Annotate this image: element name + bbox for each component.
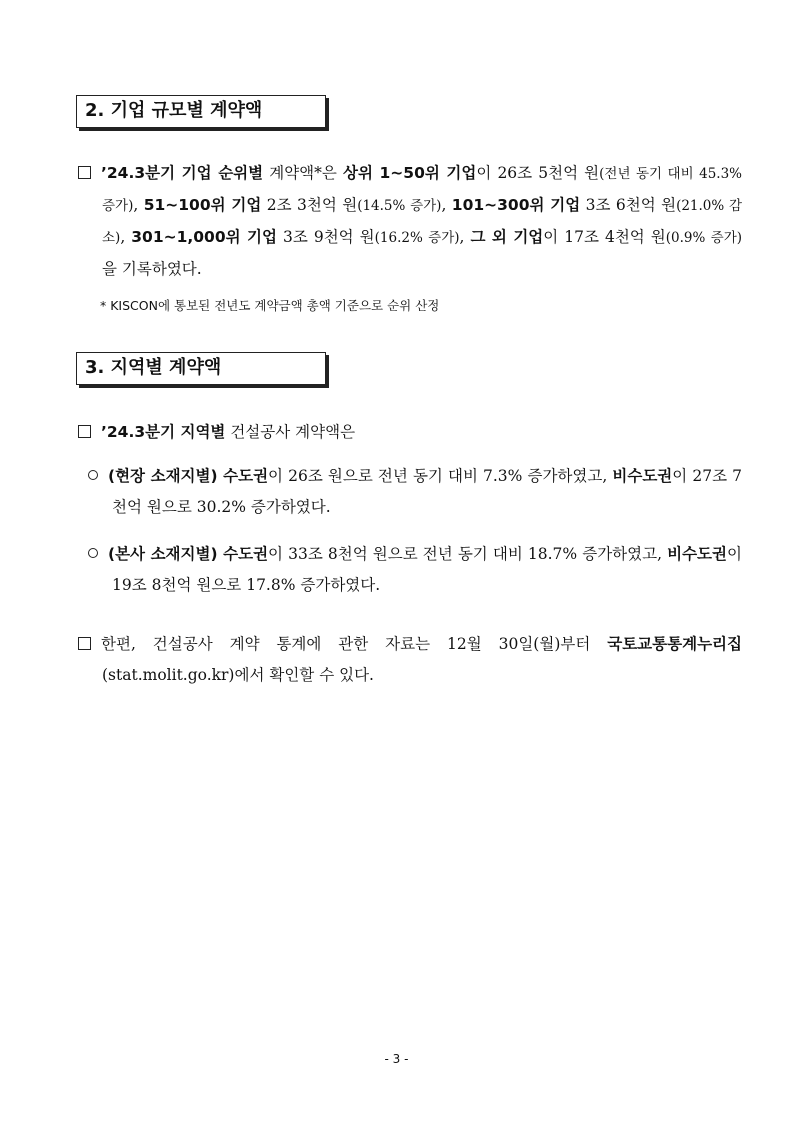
p-text: (stat.molit.go.kr)에서 확인할 수 있다. — [102, 666, 374, 684]
p-bold: 101~300위 기업 — [451, 196, 581, 214]
p-text: 이 26조 원으로 전년 동기 대비 7.3% 증가하였고, — [268, 467, 613, 485]
p-bold: 비수도권 — [612, 467, 673, 485]
p-small: (16.2% 증가) — [374, 230, 460, 246]
square-bullet-icon — [78, 166, 91, 179]
p-text: 한편, 건설공사 계약 통계에 관한 자료는 12월 30일(월)부터 — [101, 635, 608, 653]
p-bold: 301~1,000위 기업 — [131, 228, 278, 246]
p-bold: 국토교통통계누리집 — [607, 635, 742, 653]
p-bold: (현장 소재지별) 수도권 — [108, 467, 269, 485]
bullet-hq-location — [88, 539, 742, 601]
section-3-heading: 3. 지역별 계약액 — [76, 352, 326, 385]
p-text: 건설공사 계약액은 — [225, 423, 356, 441]
p-text: 2조 3천억 원 — [261, 196, 358, 214]
footnote: * KISCON에 통보된 전년도 계약금액 총액 기준으로 순위 산정 — [100, 298, 440, 313]
p-bold: 상위 1~50위 기업 — [342, 164, 477, 182]
p-text: 을 기록하였다. — [102, 260, 202, 278]
p-small: (14.5% 증가) — [357, 198, 442, 214]
p-text: 3조 9천억 원 — [277, 228, 375, 246]
p-text: 3조 6천억 원 — [580, 196, 677, 214]
p-text: , — [133, 196, 144, 214]
p-text: , — [441, 196, 452, 214]
p-text: 계약액*은 — [263, 164, 343, 182]
p-small: (21.0% 감소) — [102, 198, 743, 246]
p-bold: 비수도권 — [667, 545, 728, 563]
p-small: (0.9% 증가) — [665, 230, 743, 246]
section-2-heading: 2. 기업 규모별 계약액 — [76, 95, 326, 128]
circle-bullet-icon — [88, 470, 98, 480]
p-text: 이 19조 8천억 원으로 17.8% 증가하였다. — [112, 545, 742, 594]
p-bold: 51~100위 기업 — [143, 196, 262, 214]
page-number: - 3 - — [384, 1052, 409, 1066]
square-bullet-icon — [78, 425, 91, 438]
p-bold: (본사 소재지별) 수도권 — [108, 545, 269, 563]
p-text: 이 17조 4천억 원 — [543, 228, 666, 246]
p-bold: 그 외 기업 — [470, 228, 544, 246]
p-text: 이 26조 5천억 원 — [476, 164, 600, 182]
section-3-intro — [78, 417, 742, 448]
section-3-closing — [78, 629, 742, 691]
p-bold: ’24.3분기 지역별 — [101, 423, 226, 441]
circle-bullet-icon — [88, 548, 98, 558]
section-2-paragraph — [78, 158, 742, 285]
p-text: 이 33조 8천억 원으로 전년 동기 대비 18.7% 증가하였고, — [268, 545, 668, 563]
p-text: 이 27조 7천억 원으로 30.2% 증가하였다. — [112, 467, 742, 516]
bullet-site-location — [88, 461, 742, 523]
square-bullet-icon — [78, 637, 91, 650]
p-text: , — [120, 228, 132, 246]
p-small: (전년 동기 대비 45.3% 증가) — [102, 166, 742, 214]
p-text: , — [459, 228, 471, 246]
p-bold: ’24.3분기 기업 순위별 — [101, 164, 264, 182]
